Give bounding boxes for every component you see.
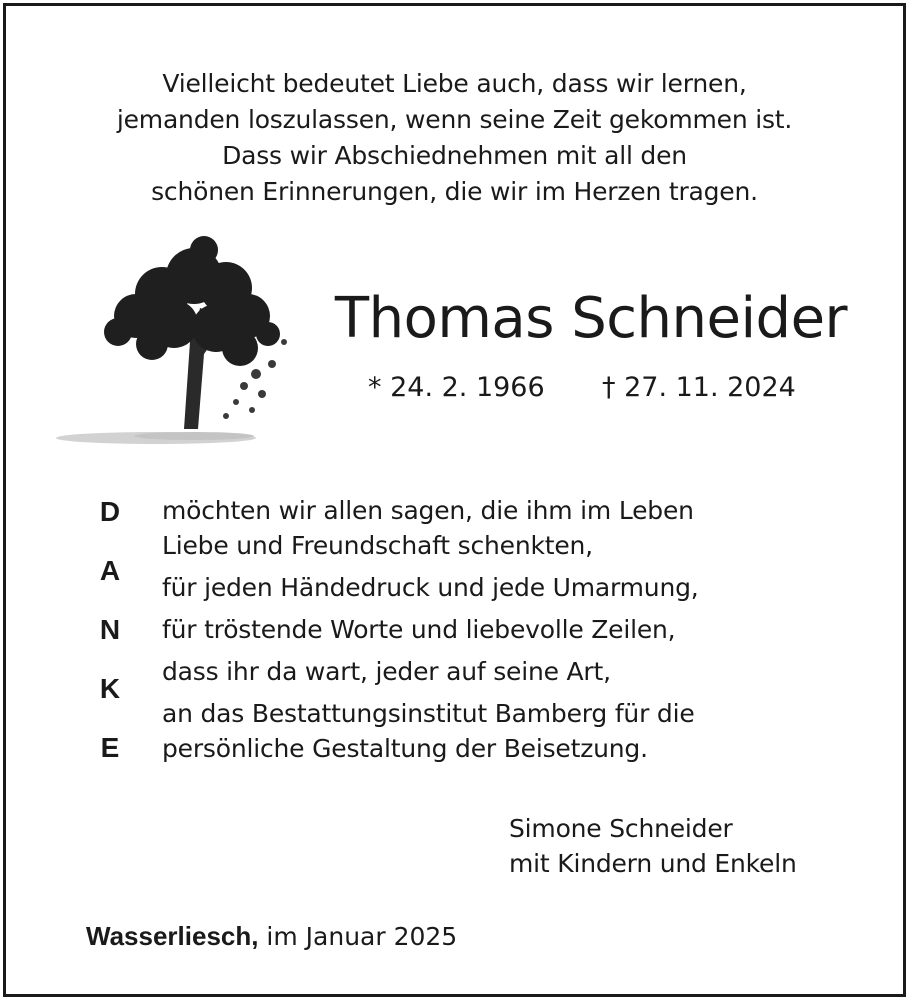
thanks-line: Liebe und Freundschaft schenkten, xyxy=(162,531,593,560)
signature-line: mit Kindern und Enkeln xyxy=(509,849,797,878)
danke-letter: E xyxy=(100,732,120,763)
poem-line: schönen Erinnerungen, die wir im Herzen tragen. xyxy=(151,177,758,206)
place-and-date xyxy=(86,918,457,955)
danke-acrostic xyxy=(90,494,130,789)
danke-letter: N xyxy=(99,614,121,645)
thanks-line: möchten wir allen sagen, die ihm im Leben xyxy=(162,496,694,525)
signature-line: Simone Schneider xyxy=(509,814,733,843)
poem xyxy=(6,66,903,210)
thanks-line: für jeden Händedruck und jede Umarmung, xyxy=(162,573,699,602)
thanks-line: für tröstende Worte und liebevolle Zeilen, xyxy=(162,615,676,644)
signature xyxy=(509,811,797,881)
thanks-line: an das Bestattungsinstitut Bamberg für die xyxy=(162,699,695,728)
place-date: im Januar 2025 xyxy=(258,922,458,951)
danke-letter: D xyxy=(99,496,121,527)
poem-line: jemanden loszulassen, wenn seine Zeit gekommen ist. xyxy=(116,105,793,134)
poem-line: Vielleicht bedeutet Liebe auch, dass wir lernen, xyxy=(162,69,747,98)
danke-letter: K xyxy=(99,673,121,704)
thanks-line: dass ihr da wart, jeder auf seine Art, xyxy=(162,657,611,686)
tree-icon xyxy=(44,224,294,456)
place-city: Wasserliesch, xyxy=(86,921,259,951)
obituary-card xyxy=(3,3,906,997)
death-date: † 27. 11. 2024 xyxy=(602,372,796,403)
thanks-text xyxy=(162,493,699,766)
poem-line: Dass wir Abschiednehmen mit all den xyxy=(222,141,687,170)
birth-date: * 24. 2. 1966 xyxy=(368,372,545,403)
danke-letter: A xyxy=(99,555,121,586)
thanks-line: persönliche Gestaltung der Beisetzung. xyxy=(162,734,648,763)
deceased-name: Thomas Schneider xyxy=(334,286,848,351)
